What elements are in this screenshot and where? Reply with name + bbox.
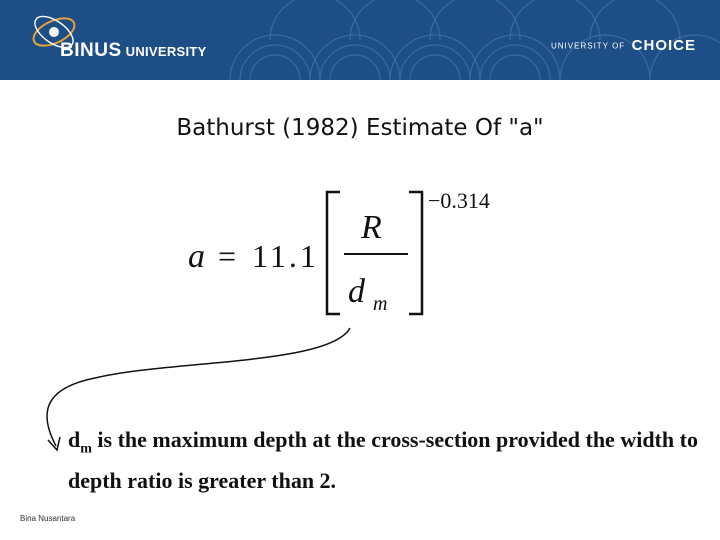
note-symbol-subscript: m [80,441,92,457]
footer-text: Bina Nusantara [20,514,76,523]
formula-lhs: a [188,238,205,275]
note-text [68,424,698,497]
note-symbol: d [68,427,81,452]
logo-name: BINUS [60,40,122,61]
slide-title: Bathurst (1982) Estimate Of "a" [176,115,544,141]
formula-equals: = [218,238,237,274]
formula-denominator: d [348,273,365,310]
formula-coefficient: 11.1 [252,238,319,274]
formula-denominator-subscript: m [373,293,388,315]
formula-numerator: R [361,209,382,246]
note-body: is the maximum depth at the cross-section provided the width to depth ratio is greater than 2. [68,427,698,494]
choice-big-text: CHOICE [631,37,696,55]
choice-small-text: UNIVERSITY OF [551,41,626,51]
formula-exponent: −0.314 [428,188,490,213]
logo-subtext: UNIVERSITY [125,44,207,59]
